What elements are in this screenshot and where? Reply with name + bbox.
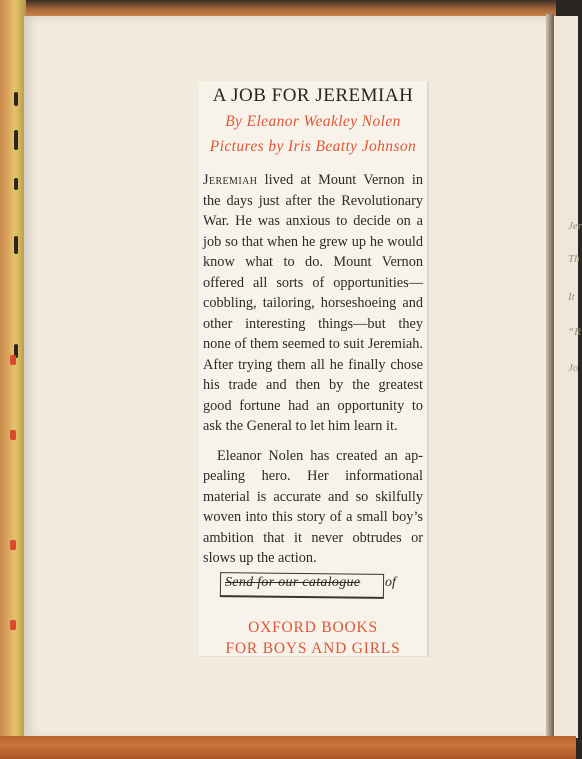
illustrator-credit: Pictures by Iris Beatty Johnson (209, 138, 417, 155)
spine-dot (10, 620, 16, 630)
review-paragraph: Eleanor Nolen has created an appealing hero. Her informational material is accurate and so skilfully woven into this story of a small boy’s ambition that it never obtrudes or slows up the action. (203, 447, 423, 566)
spine-mark (14, 130, 18, 150)
next-page-edge (552, 16, 582, 738)
next-page-fragment: Jo (568, 362, 579, 374)
jacket-flap-slip (199, 81, 428, 656)
book-title: A JOB FOR JEREMIAH (212, 85, 414, 106)
next-page-fragment: Jer (568, 220, 582, 232)
publisher-line: OXFORD BOOKS (248, 619, 378, 636)
spine-mark (14, 92, 18, 106)
cover-top-edge (20, 0, 556, 16)
stamp-suffix: of (385, 575, 396, 590)
description-paragraph (199, 170, 427, 437)
lead-word: Jeremiah (203, 172, 258, 188)
description-text: lived at Mount Vernon in the days just after the Revolutionary War. He was anxious to decide on a job so that when he grew up he would know what to do. Mount Vernon offered all sorts of opportunities—cobbling, tailoring, horseshoeing and other interesting things—but they none of them seemed to suit Jeremiah. After trying them all he finally chose his trade and then by the greatest good fortune had an opportunity to ask the General to let him learn it. (203, 172, 423, 434)
spine-dot (10, 355, 16, 365)
cover-spine-edge (0, 0, 26, 759)
next-page-fragment: Th (568, 253, 580, 265)
stamp-text: Send for our catalogue (225, 575, 361, 590)
spine-dot (10, 430, 16, 440)
publisher-line: FOR BOYS AND GIRLS (225, 640, 401, 657)
publisher-imprint (199, 617, 427, 659)
author-credit: By Eleanor Weakley Nolen (225, 113, 401, 130)
next-page-fragment: “R (568, 326, 581, 338)
spine-mark (14, 178, 18, 190)
catalogue-stamp (199, 571, 427, 601)
next-page-fragment: It (568, 291, 575, 303)
spine-dot (10, 540, 16, 550)
spine-mark (14, 236, 18, 254)
cover-bottom-edge (0, 736, 576, 759)
